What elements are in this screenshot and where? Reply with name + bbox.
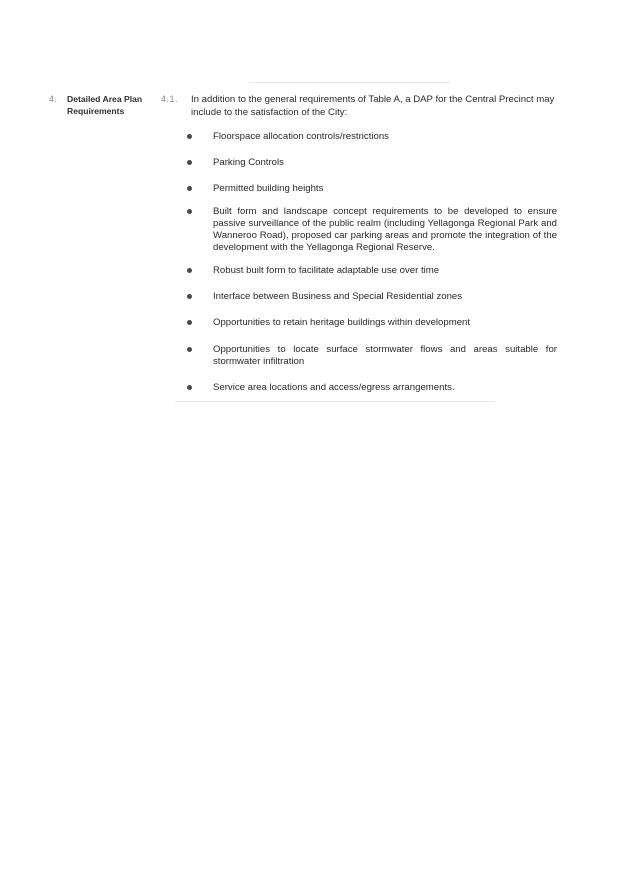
bullet-dot-icon [187, 320, 192, 325]
bullet-text: Opportunities to locate surface stormwater flows and areas suitable for stormwater infiltration [213, 344, 557, 367]
bullet-text: Built form and landscape concept requirements to be developed to ensure passive surveillance of the public realm (including Yellagonga Regional Park and Wanneroo Road), proposed car parking areas and promote the integration of the development with the Yellagonga Regional Reserve. [213, 206, 557, 253]
bullet-dot-icon [187, 385, 192, 390]
clause-intro: In addition to the general requirements of Table A, a DAP for the Central Precinct may include to the satisfaction of the City: [191, 94, 555, 118]
bullet-text: Opportunities to retain heritage buildings within development [213, 317, 471, 328]
scan-artifact-top [250, 82, 450, 83]
bullet-text: Interface between Business and Special Residential zones [213, 291, 463, 302]
bullet-dot-icon [187, 160, 192, 165]
bullet-text: Permitted building heights [213, 183, 324, 194]
bullet-text: Parking Controls [213, 157, 284, 168]
bullet-dot-icon [187, 294, 192, 299]
bullet-dot-icon [187, 186, 192, 191]
bullet-dot-icon [187, 347, 192, 352]
bullet-text: Robust built form to facilitate adaptable use over time [213, 265, 440, 276]
scan-artifact-bottom [175, 401, 495, 402]
section-number: 4. [49, 94, 58, 104]
bullet-dot-icon [187, 209, 192, 214]
bullet-dot-icon [187, 268, 192, 273]
clause-number: 4.1. [161, 94, 179, 104]
bullet-text: Service area locations and access/egress arrangements. [213, 382, 455, 393]
bullet-text: Floorspace allocation controls/restrictions [213, 131, 389, 142]
section-title: Detailed Area Plan Requirements [67, 94, 143, 116]
bullet-dot-icon [187, 134, 192, 139]
